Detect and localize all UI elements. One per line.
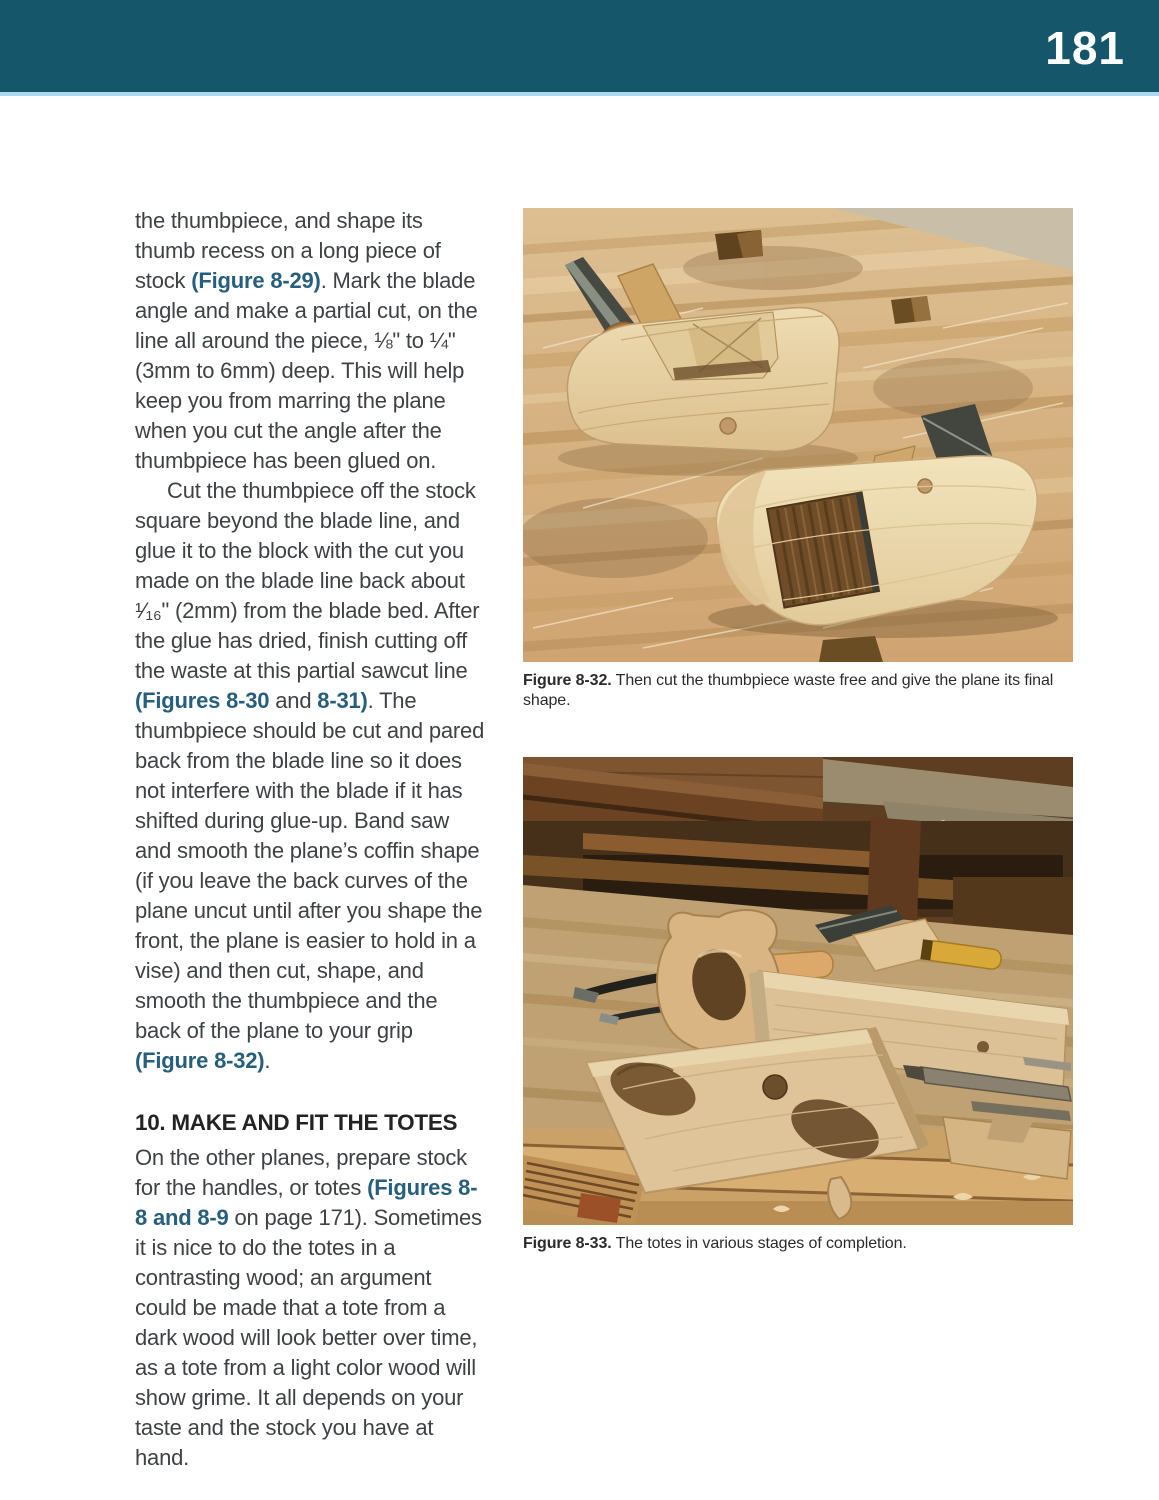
figure-crossref: (Figure 8-32) — [135, 1048, 265, 1073]
page-header — [0, 0, 1159, 92]
text-run: and — [269, 688, 318, 713]
text-column — [135, 96, 487, 1473]
figure-caption-text: The totes in various stages of completion. — [611, 1235, 907, 1252]
figure-caption-text: Then cut the thumbpiece waste free and give the plane its final shape. — [523, 672, 1054, 709]
text-run: On the other planes, prepare stock for the handles, or totes — [135, 1145, 467, 1200]
body-paragraph-3 — [135, 1143, 487, 1473]
drilled-hole — [763, 1075, 787, 1099]
text-run: the thumbpiece, and shape its thumb recess on a long piece of stock — [135, 208, 441, 293]
figure-caption — [523, 671, 1073, 711]
section-heading: 10. MAKE AND FIT THE TOTES — [135, 1110, 458, 1135]
text-run: . The thumbpiece should be cut and pared back from the blade line so it does not interfere with the blade if it has shifted during glue-up. Band saw and smooth the plane’s coffin shape (if you leave the back curves of the plane uncut until after you shape the front, the plane is easier to hold in a vise) and then cut, shape, and smooth the thumbpiece and the back of the plane to your grip — [135, 688, 485, 1043]
figure-8-33 — [523, 757, 1073, 1254]
figure-label: Figure 8-32. — [523, 672, 612, 689]
body-paragraph-2 — [135, 476, 487, 1076]
planes-photo-illustration — [523, 208, 1073, 662]
figure-crossref: (Figure 8-29) — [191, 268, 321, 293]
text-run: . Mark the blade angle and make a partial cut, on the line all around the piece, ⅛" to ¼" (3mm to 6mm) deep. This will help keep you from marring the plane when you cut the angle after the thumbpiece has been glued on. — [135, 268, 478, 473]
body-paragraph-1 — [135, 206, 487, 476]
text-run: on page 171). Sometimes it is nice to do the totes in a contrasting wood; an argument could be made that a tote from a dark wood will look better over time, as a tote from a light color wood will show grime. It all depends on your taste and the stock you have at hand. — [135, 1205, 482, 1470]
figure-label: Figure 8-33. — [523, 1235, 612, 1252]
figure-column — [523, 96, 1073, 1254]
plane-cross-pin — [720, 418, 736, 434]
figure-crossref: (Figures 8-30 — [135, 688, 270, 713]
totes-photo-illustration — [523, 757, 1073, 1225]
walnut-mouth-patch — [767, 492, 879, 607]
figure-crossref: (Figures 8-8 and 8-9 — [135, 1175, 478, 1230]
figure-caption — [523, 1234, 1073, 1254]
figure-8-33-photo — [523, 757, 1073, 1225]
page-number: 181 — [1045, 22, 1125, 74]
figure-8-32 — [523, 208, 1073, 711]
text-run: Cut the thumbpiece off the stock square beyond the blade line, and glue it to the block with the cut you made on the blade line back about ¹⁄₁₆" (2mm) from the blade bed. After the glue has dried, finish cutting off the waste at this partial sawcut line — [135, 478, 480, 683]
page-body — [0, 96, 1159, 1473]
figure-8-32-photo — [523, 208, 1073, 662]
figure-crossref: 8-31) — [317, 688, 368, 713]
text-run: . — [264, 1048, 271, 1073]
